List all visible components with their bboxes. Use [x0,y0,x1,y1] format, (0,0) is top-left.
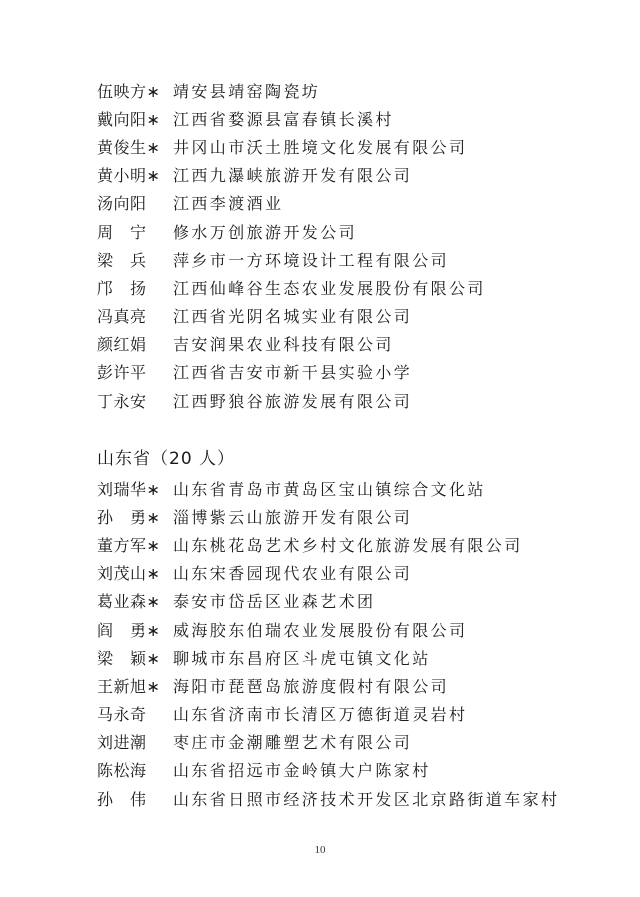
person-name: 颜红娟 [97,335,147,355]
organization: 聊城市东昌府区斗虎屯镇文化站 [173,648,431,668]
organization: 山东省济南市长清区万德街道灵岩村 [173,705,468,725]
list-item [97,728,559,756]
organization: 江西仙峰谷生态农业发展股份有限公司 [173,278,486,298]
person-name: 黄小明∗ [97,166,161,186]
list-item [97,530,559,558]
person-name: 伍映方∗ [97,81,161,101]
list-item [97,330,486,358]
jiangxi-list [97,76,486,414]
person-name: 邝 扬 [97,278,147,298]
organization: 山东省青岛市黄岛区宝山镇综合文化站 [173,479,486,499]
person-name: 王新旭∗ [97,676,161,696]
person-name: 黄俊生∗ [97,137,161,157]
person-name: 阎 勇∗ [97,620,161,640]
person-name: 刘茂山∗ [97,564,161,584]
person-name: 陈松海 [97,761,147,781]
list-item [97,76,486,104]
list-item [97,784,559,812]
list-item [97,245,486,273]
list-item [97,132,486,160]
person-name: 马永奇 [97,705,147,725]
organization: 江西九瀑峡旅游开发有限公司 [173,166,413,186]
person-name: 彭许平 [97,363,147,383]
person-name: 冯真亮 [97,307,147,327]
person-name: 汤向阳 [97,194,147,214]
list-item [97,302,486,330]
list-item [97,756,559,784]
organization: 靖安县靖窑陶瓷坊 [173,81,321,101]
organization: 萍乡市一方环境设计工程有限公司 [173,250,450,270]
list-item [97,559,559,587]
page-number: 10 [314,844,326,856]
organization: 山东桃花岛艺术乡村文化旅游发展有限公司 [173,535,523,555]
list-item [97,474,559,502]
list-item [97,189,486,217]
list-item [97,671,559,699]
list-item [97,700,559,728]
organization: 山东省招远市金岭镇大户陈家村 [173,761,431,781]
person-name: 梁 兵 [97,250,147,270]
person-name: 戴向阳∗ [97,109,161,129]
organization: 枣庄市金潮雕塑艺术有限公司 [173,733,413,753]
list-item [97,587,559,615]
organization: 修水万创旅游开发公司 [173,222,358,242]
organization: 山东省日照市经济技术开发区北京路街道车家村 [173,789,560,809]
organization: 江西省吉安市新干县实验小学 [173,363,413,383]
organization: 江西野狼谷旅游发展有限公司 [173,391,413,411]
list-item [97,502,559,530]
shandong-list [97,474,559,812]
list-item [97,104,486,132]
person-name: 梁 颖∗ [97,648,161,668]
organization: 威海胶东伯瑞农业发展股份有限公司 [173,620,468,640]
organization: 江西李渡酒业 [173,194,284,214]
organization: 江西省婺源县富春镇长溪村 [173,109,394,129]
person-name: 丁永安 [97,391,147,411]
person-name: 董方军∗ [97,535,161,555]
person-name: 刘瑞华∗ [97,479,161,499]
organization: 泰安市岱岳区业森艺术团 [173,592,376,612]
list-item [97,358,486,386]
organization: 井冈山市沃土胜境文化发展有限公司 [173,137,468,157]
section-heading-shandong: 山东省（20 人） [97,449,236,469]
person-name: 刘进潮 [97,733,147,753]
list-item [97,386,486,414]
organization: 淄博紫云山旅游开发有限公司 [173,507,413,527]
list-item [97,217,486,245]
person-name: 孙 伟 [97,789,147,809]
organization: 江西省光阴名城实业有限公司 [173,307,413,327]
person-name: 葛业森∗ [97,592,161,612]
list-item [97,161,486,189]
list-item [97,273,486,301]
list-item [97,615,559,643]
organization: 山东宋香园现代农业有限公司 [173,564,413,584]
organization: 海阳市琵琶岛旅游度假村有限公司 [173,676,450,696]
list-item [97,643,559,671]
person-name: 孙 勇∗ [97,507,161,527]
organization: 吉安润果农业科技有限公司 [173,335,394,355]
person-name: 周 宁 [97,222,147,242]
